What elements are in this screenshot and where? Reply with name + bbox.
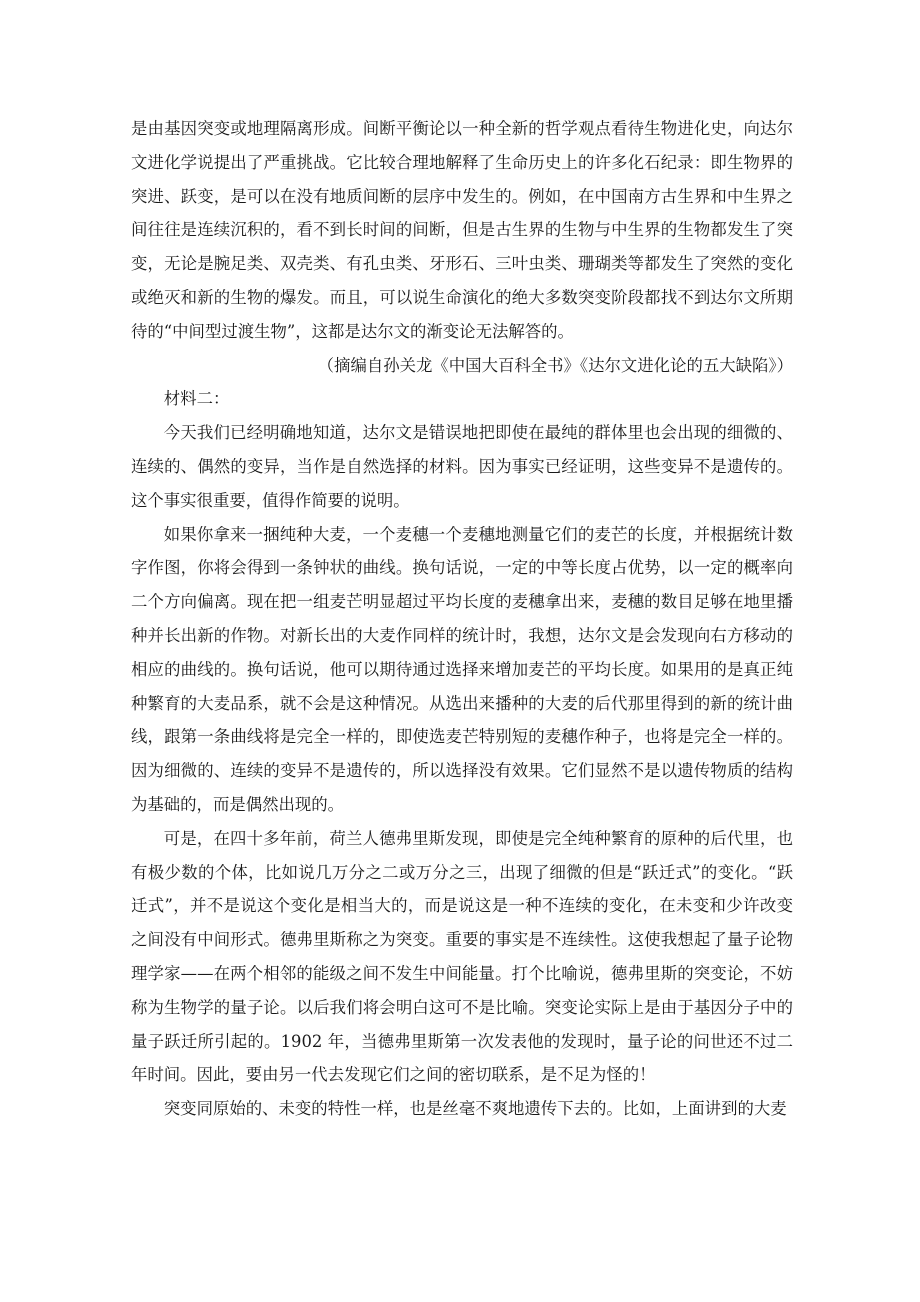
material-two-heading: 材料二： — [163, 389, 230, 409]
material-two-paragraph-4: 突变同原始的、未变的特性一样，也是丝毫不爽地遗传下去的。比如，上面讲到的大麦 — [163, 1099, 787, 1119]
document-page — [131, 112, 793, 1126]
continuation-paragraph: 是由基因突变或地理隔离形成。间断平衡论以一种全新的哲学观点看待生物进化史，向达尔文进化学说提出了严重挑战。它比较合理地解释了生命历史上的许多化石纪录：即生物界的突进、跃变，是可以在没有地质间断的层序中发生的。例如，在中国南方古生界和中生界之间往往是连续沉积的，看不到长时间的间断，但是古生界的生物与中生界的生物都发生了突变，无论是腕足类、双壳类、有孔虫类、牙形石、三叶虫类、珊瑚类等都发生了突然的变化或绝灭和新的生物的爆发。而且，可以说生命演化的绝大多数突变阶段都找不到达尔文所期待的“中间型过渡生物”，这都是达尔文的渐变论无法解答的。 — [131, 119, 793, 341]
material-two-paragraph-2: 如果你拿来一捆纯种大麦，一个麦穗一个麦穗地测量它们的麦芒的长度，并根据统计数字作图，你将会得到一条钟状的曲线。换句话说，一定的中等长度占优势，以一定的概率向二个方向偏离。现在把一组麦芒明显超过平均长度的麦穗拿出来，麦穗的数目足够在地里播种并长出新的作物。对新长出的大麦作同样的统计时，我想，达尔文是会发现向右方移动的相应的曲线的。换句话说，他可以期待通过选择来增加麦芒的平均长度。如果用的是真正纯种繁育的大麦品系，就不会是这种情况。从选出来播种的大麦的后代那里得到的新的统计曲线，跟第一条曲线将是完全一样的，即使选麦芒特别短的麦穗作种子，也将是完全一样的。因为细微的、连续的变异不是遗传的，所以选择没有效果。它们显然不是以遗传物质的结构为基础的，而是偶然出现的。 — [131, 524, 793, 814]
source-citation: （摘编自孙关龙《中国大百科全书》《达尔文进化论的五大缺陷》） — [317, 355, 793, 375]
material-two-paragraph-3: 可是，在四十多年前，荷兰人德弗里斯发现，即使是完全纯种繁育的原种的后代里，也有极少数的个体，比如说几万分之二或万分之三，出现了细微的但是“跃迁式”的变化。“跃迁式”，并不是说这个变化是相当大的，而是说这是一种不连续的变化，在未变和少许改变之间没有中间形式。德弗里斯称之为突变。重要的事实是不连续性。这使我想起了量子论物理学家——在两个相邻的能级之间不发生中间能量。打个比喻说，德弗里斯的突变论，不妨称为生物学的量子论。以后我们将会明白这可不是比喻。突变论实际上是由于基因分子中的量子跃迁所引起的。1902 年，当德弗里斯第一次发表他的发现时，量子论的问世还不过二年时间。因此，要由另一代去发现它们之间的密切联系，是不足为怪的！ — [131, 828, 793, 1085]
material-two-paragraph-1: 今天我们已经明确地知道，达尔文是错误地把即使在最纯的群体里也会出现的细微的、连续的、偶然的变异，当作是自然选择的材料。因为事实已经证明，这些变异不是遗传的。这个事实很重要，值得作简要的说明。 — [131, 423, 793, 510]
